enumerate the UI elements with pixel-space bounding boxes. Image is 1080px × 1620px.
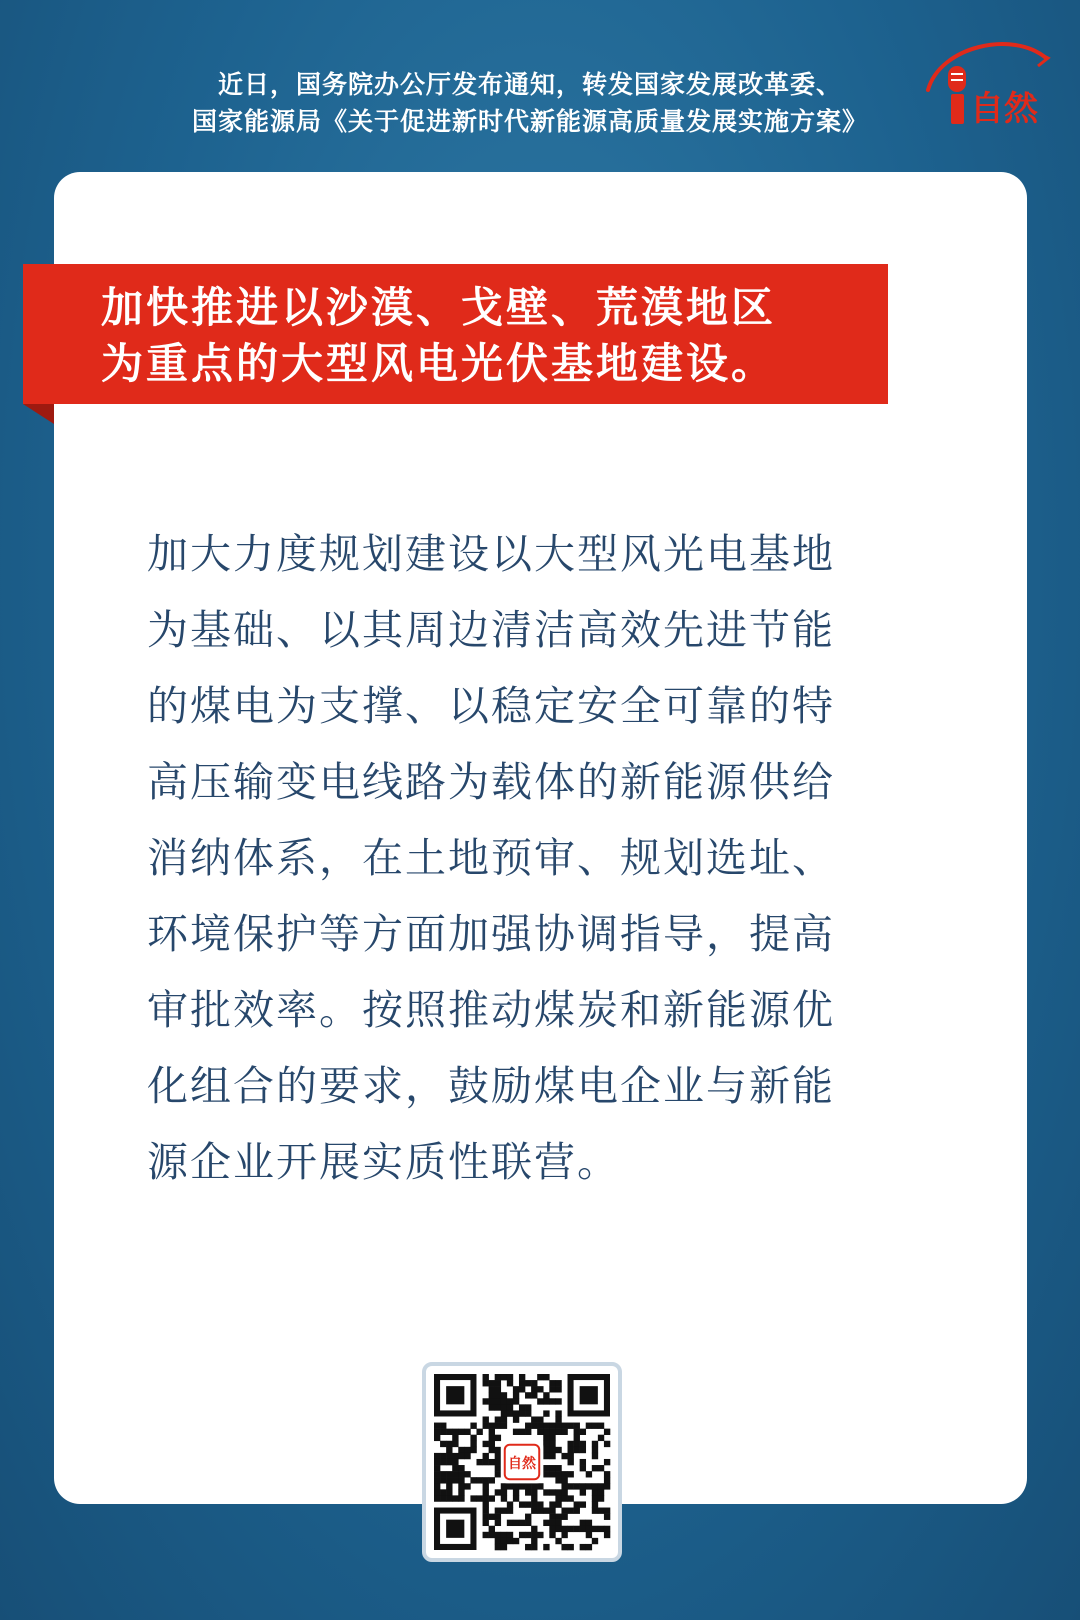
- headline-line-2: 为重点的大型风电光伏基地建设。: [101, 339, 777, 388]
- body-line: 化组合的要求，鼓励煤电企业与新能: [147, 1062, 835, 1110]
- body-line: 源企业开展实质性联营。: [147, 1138, 620, 1186]
- body-line: 高压输变电线路为载体的新能源供给: [147, 758, 835, 806]
- headline-line-1: 加快推进以沙漠、戈壁、荒漠地区: [101, 283, 777, 332]
- body-paragraph: [147, 516, 937, 1200]
- headline-banner: [23, 264, 888, 404]
- header-line-1: 近日，国务院办公厅发布通知，转发国家发展改革委、: [217, 70, 842, 99]
- qr-code-icon: [426, 1366, 618, 1558]
- body-line: 加大力度规划建设以大型风光电基地: [147, 530, 835, 578]
- brand-logo: [918, 28, 1058, 138]
- banner-fold: [23, 404, 54, 424]
- body-line: 的煤电为支撑、以稳定安全可靠的特: [147, 682, 835, 730]
- body-line: 为基础、以其周边清洁高效先进节能: [147, 606, 835, 654]
- qr-center-logo-text: 自然: [508, 1456, 536, 1472]
- microphone-i-logo-icon: [918, 28, 1058, 138]
- body-line: 消纳体系，在土地预审、规划选址、: [147, 834, 835, 882]
- logo-text: 自然: [970, 89, 1038, 129]
- qr-code: [422, 1362, 622, 1562]
- body-line: 环境保护等方面加强协调指导，提高: [147, 910, 835, 958]
- header-line-2: 国家能源局《关于促进新时代新能源高质量发展实施方案》: [191, 107, 868, 136]
- header-caption: [0, 66, 1060, 140]
- body-line: 审批效率。按照推动煤炭和新能源优: [147, 986, 835, 1034]
